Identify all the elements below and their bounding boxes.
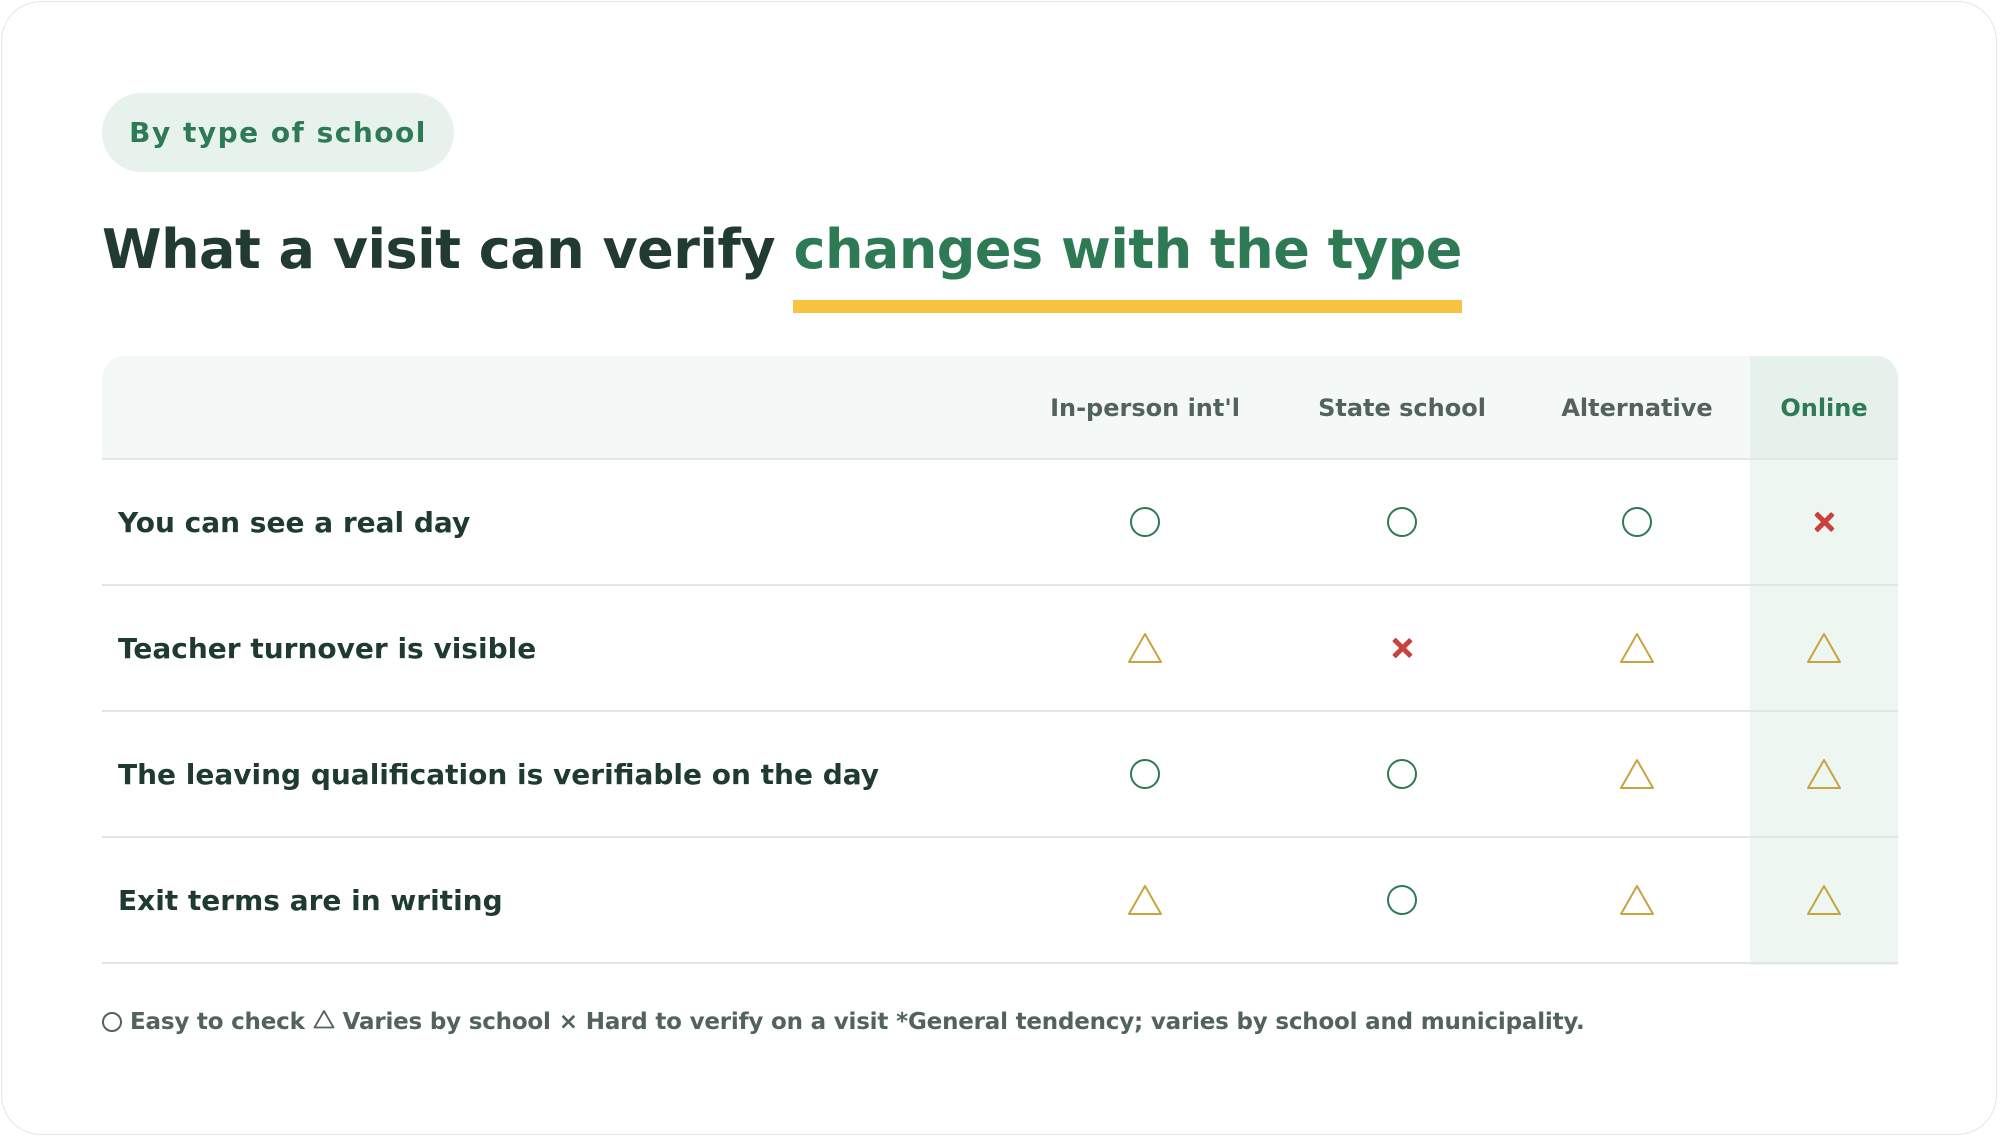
cross-icon bbox=[1813, 511, 1835, 533]
table-cell bbox=[1352, 586, 1452, 710]
triangle-icon bbox=[1806, 632, 1842, 664]
table-cell bbox=[1774, 838, 1874, 962]
cross-icon bbox=[1391, 637, 1413, 659]
table-row bbox=[102, 712, 1898, 838]
legend-cross-text: Hard to verify on a visit bbox=[585, 1009, 889, 1035]
table-cell bbox=[1352, 460, 1452, 584]
table-cell bbox=[1587, 712, 1687, 836]
triangle-icon bbox=[1619, 884, 1655, 916]
category-badge bbox=[102, 93, 454, 172]
circle-icon bbox=[1130, 507, 1160, 537]
table-cell bbox=[1352, 712, 1452, 836]
row-label: The leaving qualification is verifiable on the day bbox=[118, 757, 880, 791]
column-header: State school bbox=[1318, 394, 1486, 422]
legend-triangle-text: Varies by school bbox=[342, 1009, 551, 1035]
table-cell bbox=[1352, 838, 1452, 962]
triangle-icon bbox=[1806, 758, 1842, 790]
comparison-table bbox=[102, 356, 1898, 965]
legend-circle-text: Easy to check bbox=[130, 1009, 305, 1035]
circle-icon bbox=[102, 1012, 122, 1032]
circle-icon bbox=[1387, 507, 1417, 537]
page-title-accent: changes with the type bbox=[793, 212, 1461, 288]
column-header: In-person int'l bbox=[1050, 394, 1240, 422]
table-cell bbox=[1774, 586, 1874, 710]
circle-icon bbox=[1387, 885, 1417, 915]
table-cell bbox=[1774, 460, 1874, 584]
triangle-icon bbox=[1806, 884, 1842, 916]
circle-icon bbox=[1622, 507, 1652, 537]
table-row bbox=[102, 838, 1898, 964]
table-cell bbox=[1587, 586, 1687, 710]
triangle-icon bbox=[1127, 884, 1163, 916]
legend bbox=[102, 1004, 1585, 1040]
table-cell bbox=[1095, 586, 1195, 710]
row-label: Exit terms are in writing bbox=[118, 883, 503, 917]
triangle-icon bbox=[1127, 632, 1163, 664]
table-row bbox=[102, 460, 1898, 586]
circle-icon bbox=[1387, 759, 1417, 789]
legend-note: *General tendency; varies by school and municipality. bbox=[896, 1009, 1585, 1035]
circle-icon bbox=[1130, 759, 1160, 789]
table-cell bbox=[1095, 838, 1195, 962]
table-cell bbox=[1774, 712, 1874, 836]
legend-cross-symbol: × bbox=[558, 1009, 578, 1035]
triangle-icon bbox=[1619, 758, 1655, 790]
table-cell bbox=[1095, 712, 1195, 836]
table-cell bbox=[1587, 838, 1687, 962]
table-row bbox=[102, 586, 1898, 712]
row-label: You can see a real day bbox=[118, 505, 471, 539]
page-title bbox=[102, 212, 1462, 302]
row-label: Teacher turnover is visible bbox=[118, 631, 537, 665]
category-badge-label: By type of school bbox=[129, 116, 427, 149]
column-header: Online bbox=[1780, 394, 1868, 422]
table-cell bbox=[1587, 460, 1687, 584]
table-cell bbox=[1095, 460, 1195, 584]
triangle-icon bbox=[313, 1009, 335, 1035]
page-title-lead: What a visit can verify bbox=[102, 218, 794, 281]
triangle-icon bbox=[1619, 632, 1655, 664]
column-header: Alternative bbox=[1561, 394, 1713, 422]
